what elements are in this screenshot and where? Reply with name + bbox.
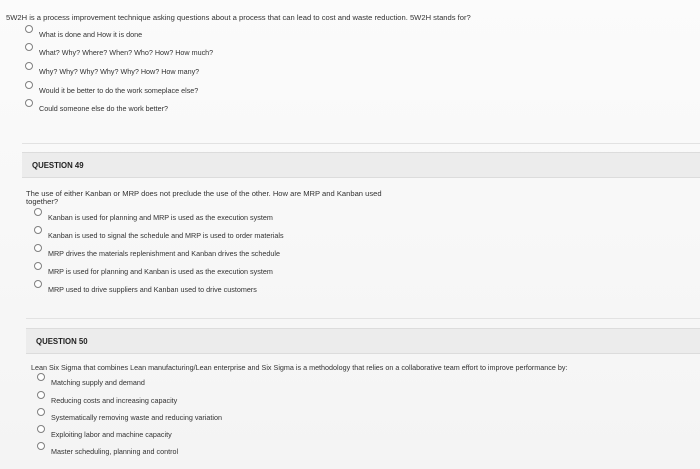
option-label: MRP drives the materials replenishment and Kanban drives the schedule xyxy=(48,249,280,258)
question-48-option-4[interactable] xyxy=(25,81,198,95)
radio-button[interactable] xyxy=(34,244,42,252)
radio-button[interactable] xyxy=(34,226,42,234)
option-label: Reducing costs and increasing capacity xyxy=(51,396,178,405)
question-50-option-2[interactable] xyxy=(37,391,177,405)
question-49-option-2[interactable] xyxy=(34,226,284,240)
option-label: Kanban is used to signal the schedule and MRP is used to order materials xyxy=(48,231,284,240)
radio-button[interactable] xyxy=(25,43,33,51)
radio-button[interactable] xyxy=(25,99,33,107)
question-48-option-3[interactable] xyxy=(25,62,199,76)
option-label: Matching supply and demand xyxy=(51,378,145,387)
option-label: Exploiting labor and machine capacity xyxy=(51,430,172,439)
question-49-option-1[interactable] xyxy=(34,208,273,222)
option-label: Could someone else do the work better? xyxy=(39,104,169,113)
question-49-prompt-line-1: The use of either Kanban or MRP does not preclude the use of the other. How are MRP and Kanban used xyxy=(26,189,382,198)
question-50-title: QUESTION 50 xyxy=(36,337,88,346)
question-48-option-2[interactable] xyxy=(25,43,213,57)
radio-button[interactable] xyxy=(25,81,33,89)
radio-button[interactable] xyxy=(25,62,33,70)
radio-button[interactable] xyxy=(37,373,45,381)
option-label: Master scheduling, planning and control xyxy=(51,447,179,456)
question-48-option-1[interactable] xyxy=(25,25,142,39)
question-50-header xyxy=(26,328,700,354)
radio-button[interactable] xyxy=(37,391,45,399)
option-label: Systematically removing waste and reducing variation xyxy=(51,413,222,422)
radio-button[interactable] xyxy=(34,208,42,216)
radio-button[interactable] xyxy=(37,425,45,433)
option-label: MRP is used for planning and Kanban is used as the execution system xyxy=(48,267,273,276)
question-50-option-4[interactable] xyxy=(37,425,172,439)
option-label: Would it be better to do the work someplace else? xyxy=(39,86,199,95)
radio-button[interactable] xyxy=(34,280,42,288)
radio-button[interactable] xyxy=(25,25,33,33)
question-49-prompt-line-2: together? xyxy=(26,197,59,206)
option-label: What is done and How it is done xyxy=(39,30,143,39)
question-50-option-5[interactable] xyxy=(37,442,178,456)
question-49-header xyxy=(22,152,700,178)
question-50-option-1[interactable] xyxy=(37,373,145,387)
question-divider xyxy=(22,143,700,144)
radio-button[interactable] xyxy=(37,408,45,416)
option-label: What? Why? Where? When? Who? How? How much? xyxy=(39,48,214,57)
option-label: Why? Why? Why? Why? Why? How? How many? xyxy=(39,67,200,76)
question-divider xyxy=(26,318,700,319)
question-48-option-5[interactable] xyxy=(25,99,168,113)
question-49-option-5[interactable] xyxy=(34,280,257,294)
option-label: MRP used to drive suppliers and Kanban used to drive customers xyxy=(48,285,257,294)
question-49-title: QUESTION 49 xyxy=(32,161,84,170)
radio-button[interactable] xyxy=(37,442,45,450)
question-49-option-3[interactable] xyxy=(34,244,280,258)
option-label: Kanban is used for planning and MRP is used as the execution system xyxy=(48,213,273,222)
question-50-option-3[interactable] xyxy=(37,408,222,422)
question-50-prompt: Lean Six Sigma that combines Lean manufacturing/Lean enterprise and Six Sigma is a methodology that relies on a collaborative team effort to improve performance by: xyxy=(31,363,568,372)
question-49-option-4[interactable] xyxy=(34,262,273,276)
radio-button[interactable] xyxy=(34,262,42,270)
question-48-prompt: 5W2H is a process improvement technique asking questions about a process that can lead to cost and waste reduction. 5W2H stands for? xyxy=(6,13,471,22)
